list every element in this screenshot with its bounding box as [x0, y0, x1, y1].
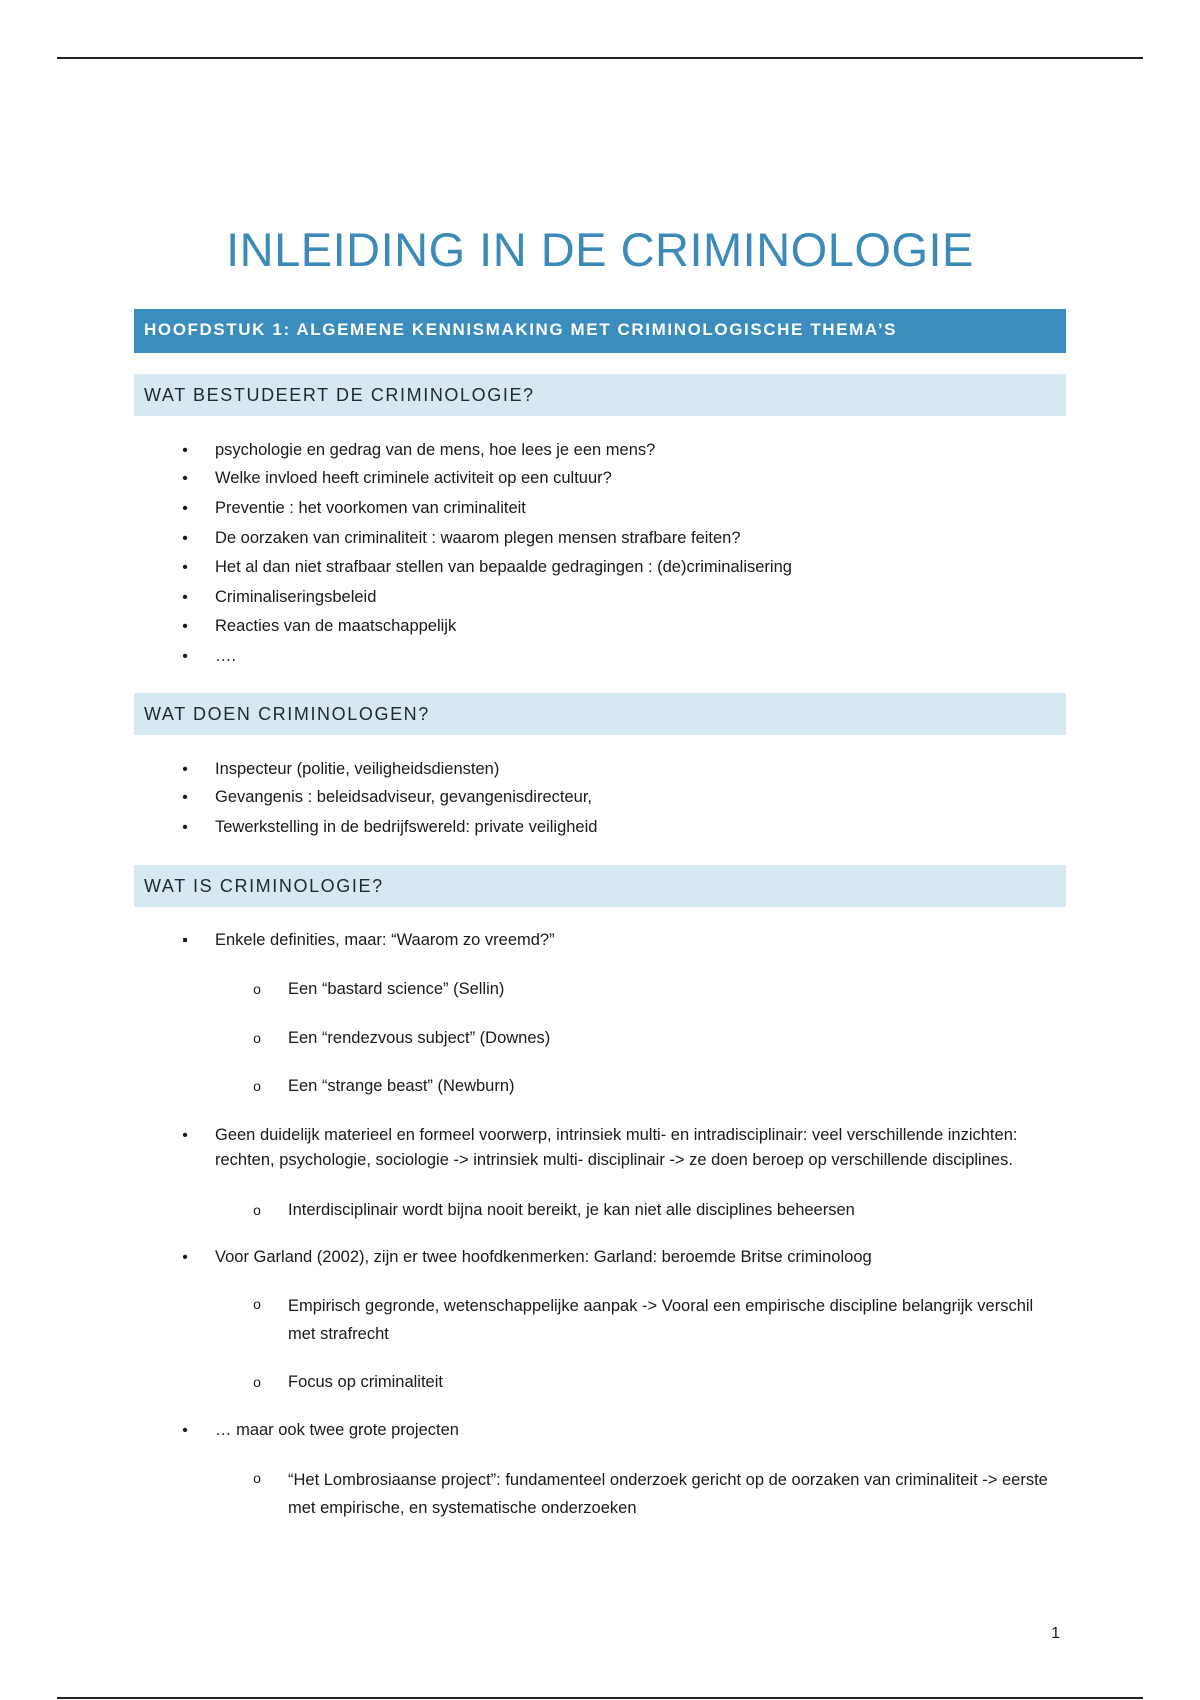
bullet-disc: •: [182, 589, 188, 606]
bullet-disc: •: [182, 1422, 188, 1439]
sub-list-item: Een “bastard science” (Sellin): [288, 980, 505, 998]
bullet-disc: •: [182, 761, 188, 778]
list-item: De oorzaken van criminaliteit : waarom plegen mensen strafbare feiten?: [215, 529, 741, 547]
document-title: INLEIDING IN DE CRIMINOLOGIE: [226, 223, 974, 276]
bullet-disc: •: [182, 618, 188, 635]
bullet-disc: •: [182, 819, 188, 836]
bullet-disc: •: [182, 442, 188, 459]
list-item: ….: [215, 647, 237, 665]
header-rule: [57, 57, 1143, 59]
list-item: Gevangenis : beleidsadviseur, gevangenisdirecteur,: [215, 788, 592, 806]
bullet-disc: •: [182, 1249, 188, 1266]
bullet-square: ▪: [182, 932, 188, 949]
sub-list-item: Een “rendezvous subject” (Downes): [288, 1029, 551, 1047]
section-heading-wat-doen: WAT DOEN CRIMINOLOGEN?: [134, 693, 1066, 735]
section-heading-wat-is: WAT IS CRIMINOLOGIE?: [134, 865, 1066, 907]
bullet-circle: o: [253, 1030, 261, 1046]
sub-list-item: Een “strange beast” (Newburn): [288, 1077, 515, 1095]
list-item: Reacties van de maatschappelijk: [215, 617, 457, 635]
bullet-disc: •: [182, 1127, 188, 1144]
sub-list-item: Focus op criminaliteit: [288, 1373, 443, 1391]
list-item: Tewerkstelling in de bedrijfswereld: private veiligheid: [215, 818, 598, 836]
page-number: 1: [1051, 1625, 1060, 1642]
list-item: Preventie : het voorkomen van criminaliteit: [215, 499, 526, 517]
list-item: psychologie en gedrag van de mens, hoe lees je een mens?: [215, 441, 656, 459]
list-item: Inspecteur (politie, veiligheidsdiensten): [215, 760, 500, 778]
bullet-disc: •: [182, 559, 188, 576]
section-heading-wat-bestudeert: WAT BESTUDEERT DE CRIMINOLOGIE?: [134, 374, 1066, 416]
bullet-disc: •: [182, 648, 188, 665]
list-item: … maar ook twee grote projecten: [215, 1421, 459, 1439]
sub-list-item: “Het Lombrosiaanse project”: fundamenteel onderzoek gericht op de oorzaken van criminaliteit -> eerste met empirische, en systematische onderzoeken: [288, 1471, 1048, 1517]
bullet-disc: •: [182, 500, 188, 517]
footer-rule: [57, 1697, 1143, 1699]
list-item: Criminaliseringsbeleid: [215, 588, 377, 606]
bullet-circle: o: [253, 1374, 261, 1390]
bullet-disc: •: [182, 530, 188, 547]
sub-list-item: Empirisch gegronde, wetenschappelijke aanpak -> Vooral een empirische discipline belangrijk verschil met strafrecht: [288, 1297, 1034, 1343]
bullet-disc: •: [182, 470, 188, 487]
bullet-disc: •: [182, 789, 188, 806]
list-item: Het al dan niet strafbaar stellen van bepaalde gedragingen : (de)criminalisering: [215, 558, 792, 576]
list-item: Enkele definities, maar: “Waarom zo vreemd?”: [215, 931, 555, 949]
bullet-circle: o: [253, 1296, 261, 1312]
chapter-heading: HOOFDSTUK 1: ALGEMENE KENNISMAKING MET CRIMINOLOGISCHE THEMA’S: [134, 309, 1066, 353]
list-item: Voor Garland (2002), zijn er twee hoofdkenmerken: Garland: beroemde Britse criminoloog: [215, 1248, 872, 1266]
bullet-circle: o: [253, 981, 261, 997]
bullet-circle: o: [253, 1202, 261, 1218]
list-item: Welke invloed heeft criminele activiteit op een cultuur?: [215, 469, 612, 487]
bullet-circle: o: [253, 1470, 261, 1486]
bullet-circle: o: [253, 1078, 261, 1094]
list-item: Geen duidelijk materieel en formeel voorwerp, intrinsiek multi- en intradisciplinair: veel verschillende inzichten: rechten, psychologie, sociologie -> intrinsiek multi- disciplinair -> ze doen beroep op verschillende disciplines.: [215, 1126, 1018, 1169]
sub-list-item: Interdisciplinair wordt bijna nooit bereikt, je kan niet alle disciplines beheersen: [288, 1201, 855, 1219]
